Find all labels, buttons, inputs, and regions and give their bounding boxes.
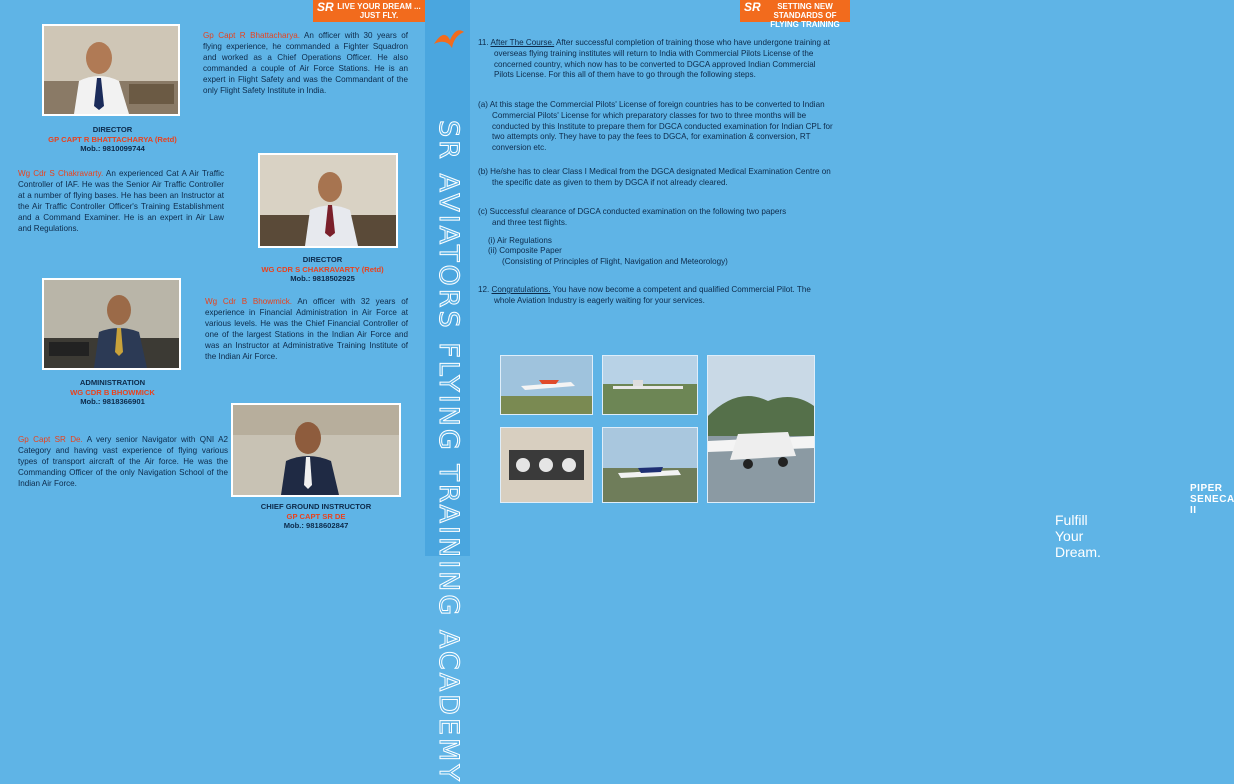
left-badge-text: LIVE YOUR DREAM ... JUST FLY.	[337, 2, 421, 20]
left-slogan-badge	[313, 0, 425, 22]
step-12-text: You have now become a competent and qualified Commercial Pilot. The whole Aviation Industry is eagerly waiting for your services.	[494, 285, 811, 305]
aircraft-photo-icon	[603, 356, 697, 414]
left-panel	[0, 0, 425, 556]
director-1-caption-name: GP CAPT R BHATTACHARYA (Retd)	[48, 134, 177, 144]
director-2-bio	[18, 168, 224, 234]
director-1-caption	[0, 125, 225, 154]
director-2-role: DIRECTOR	[302, 255, 343, 264]
aircraft-photo-icon	[708, 356, 814, 502]
step-11-text: After successful completion of training those who have undergone training at overseas flying training institutes will return to India with Commercial Pilots License of the concerned country, which now has to be converted to DGCA approved Indian Commercial Pilots License. For this all of them have to go through the following steps.	[494, 38, 831, 80]
instructor-name: Gp Capt SR De.	[18, 435, 83, 444]
step-12-number: 12.	[478, 285, 490, 294]
director-2-caption	[220, 255, 425, 284]
aircraft-photo-1	[500, 355, 593, 415]
director-1-bio-text: An officer with 30 years of flying experience, he commanded a Fighter Squadron and worked as a Chief Operations Officer. He also commanded a couple of Air Force Stations. He is an expert in Flight Safety and was the Commandant of the only Flight Safety Institute in India.	[203, 31, 408, 95]
person-photo-icon	[44, 280, 179, 368]
admin-caption	[0, 378, 225, 407]
aircraft-photo-3	[602, 427, 698, 503]
admin-name: Wg Cdr B Bhowmick.	[205, 297, 293, 306]
instructor-mobile: Mob.: 9818602847	[283, 521, 349, 530]
right-badge-text: SETTING NEW STANDARDS OF FLYING TRAINING	[770, 2, 840, 29]
director-2-name: Wg Cdr S Chakravarty.	[18, 169, 104, 178]
aircraft-photo-2	[602, 355, 698, 415]
step-b: (b) He/she has to clear Class I Medical from the DGCA designated Medical Examination Centre on the specific date as given to them by DGCA if not already cleared.	[478, 167, 831, 187]
director-2-photo	[258, 153, 398, 248]
director-2-mobile: Mob.: 9818502925	[290, 274, 355, 283]
instructor-bio	[18, 434, 228, 489]
step-c-item-2: (ii) Composite Paper	[488, 246, 562, 255]
sr-logo-small: SR	[317, 0, 334, 14]
admin-role: ADMINISTRATION	[79, 378, 146, 387]
piper-seneca-photo	[707, 355, 815, 503]
aircraft-photo-icon	[603, 428, 697, 502]
director-1-name: Gp Capt R Bhattacharya.	[203, 31, 301, 40]
right-slogan-badge	[740, 0, 850, 29]
instructor-photo	[231, 403, 401, 497]
director-1-role: DIRECTOR	[92, 125, 133, 134]
person-photo-icon	[260, 155, 396, 246]
person-photo-icon	[44, 26, 178, 114]
sr-logo-small: SR	[744, 0, 761, 14]
step-c-item-1: (i) Air Regulations	[488, 236, 552, 245]
instructor-bio-text: A very senior Navigator with QNI A2 Category and having vast experience of flying various types of transport aircraft of the Air force. He was the Commanding Officer of the only Navigation School of the Indian Air Force.	[18, 435, 228, 488]
admin-bio-text: An officer with 32 years of experience in Financial Administration in Air Force at various levels. He was the Chief Financial Controller of one of the largest Stations in the Indian Air Force and was an Instructor at Administrative Training Institute of the Indian Air Force.	[205, 297, 408, 361]
director-1-photo	[42, 24, 180, 116]
step-12	[478, 285, 833, 307]
step-a: (a) At this stage the Commercial Pilots' License of foreign countries has to be converted to Indian Commercial Pilots' License for which preparatory classes for two to three months will be conducted by this Institute to prepare them for DGCA conducted examination for Indian CPL for two attempts only. They have to pay the fees to DGCA, for examination & conversion, RT conversion etc.	[478, 100, 833, 153]
step-11-heading: After The Course.	[490, 38, 555, 47]
step-c-item-3: (Consisting of Principles of Flight, Navigation and Meteorology)	[502, 257, 728, 266]
bird-logo-icon	[430, 22, 466, 112]
spine-title: SR AVIATORS FLYING TRAINING ACADEMY	[433, 120, 464, 784]
right-panel	[470, 0, 1234, 560]
piper-seneca-label: PIPER SENECA II	[1190, 483, 1234, 516]
instructor-caption	[231, 502, 401, 531]
director-1-bio	[203, 30, 408, 96]
admin-mobile: Mob.: 9818366901	[80, 397, 145, 406]
step-c: (c) Successful clearance of DGCA conducted examination on the following two papers and three test flights.	[478, 207, 787, 227]
admin-caption-name: WG CDR B BHOWMICK	[70, 387, 155, 397]
step-11	[478, 38, 833, 81]
step-12-heading: Congratulations.	[491, 285, 551, 294]
cockpit-photo-icon	[501, 428, 592, 502]
admin-bio	[205, 296, 408, 362]
director-2-bio-text: An experienced Cat A Air Traffic Controller of IAF. He was the Senior Air Traffic Controller at a number of flying bases. He has been an Instructor at the Air Traffic Controller Officer's Training Establishment and a Command Examiner. He is an expert in Air Law and Regulations.	[18, 169, 224, 233]
aircraft-photo-icon	[501, 356, 592, 414]
step-11-number: 11.	[478, 38, 489, 47]
spine	[425, 0, 470, 784]
admin-photo	[42, 278, 181, 370]
instructor-caption-name: GP CAPT SR DE	[286, 511, 346, 521]
fulfill-slogan: Fulfill Your Dream.	[1055, 512, 1101, 560]
instructor-role: CHIEF GROUND INSTRUCTOR	[260, 502, 372, 511]
cockpit-photo	[500, 427, 593, 503]
person-photo-icon	[233, 405, 399, 495]
director-2-caption-name: WG CDR S CHAKRAVARTY (Retd)	[261, 264, 384, 274]
director-1-mobile: Mob.: 9810099744	[80, 144, 145, 153]
